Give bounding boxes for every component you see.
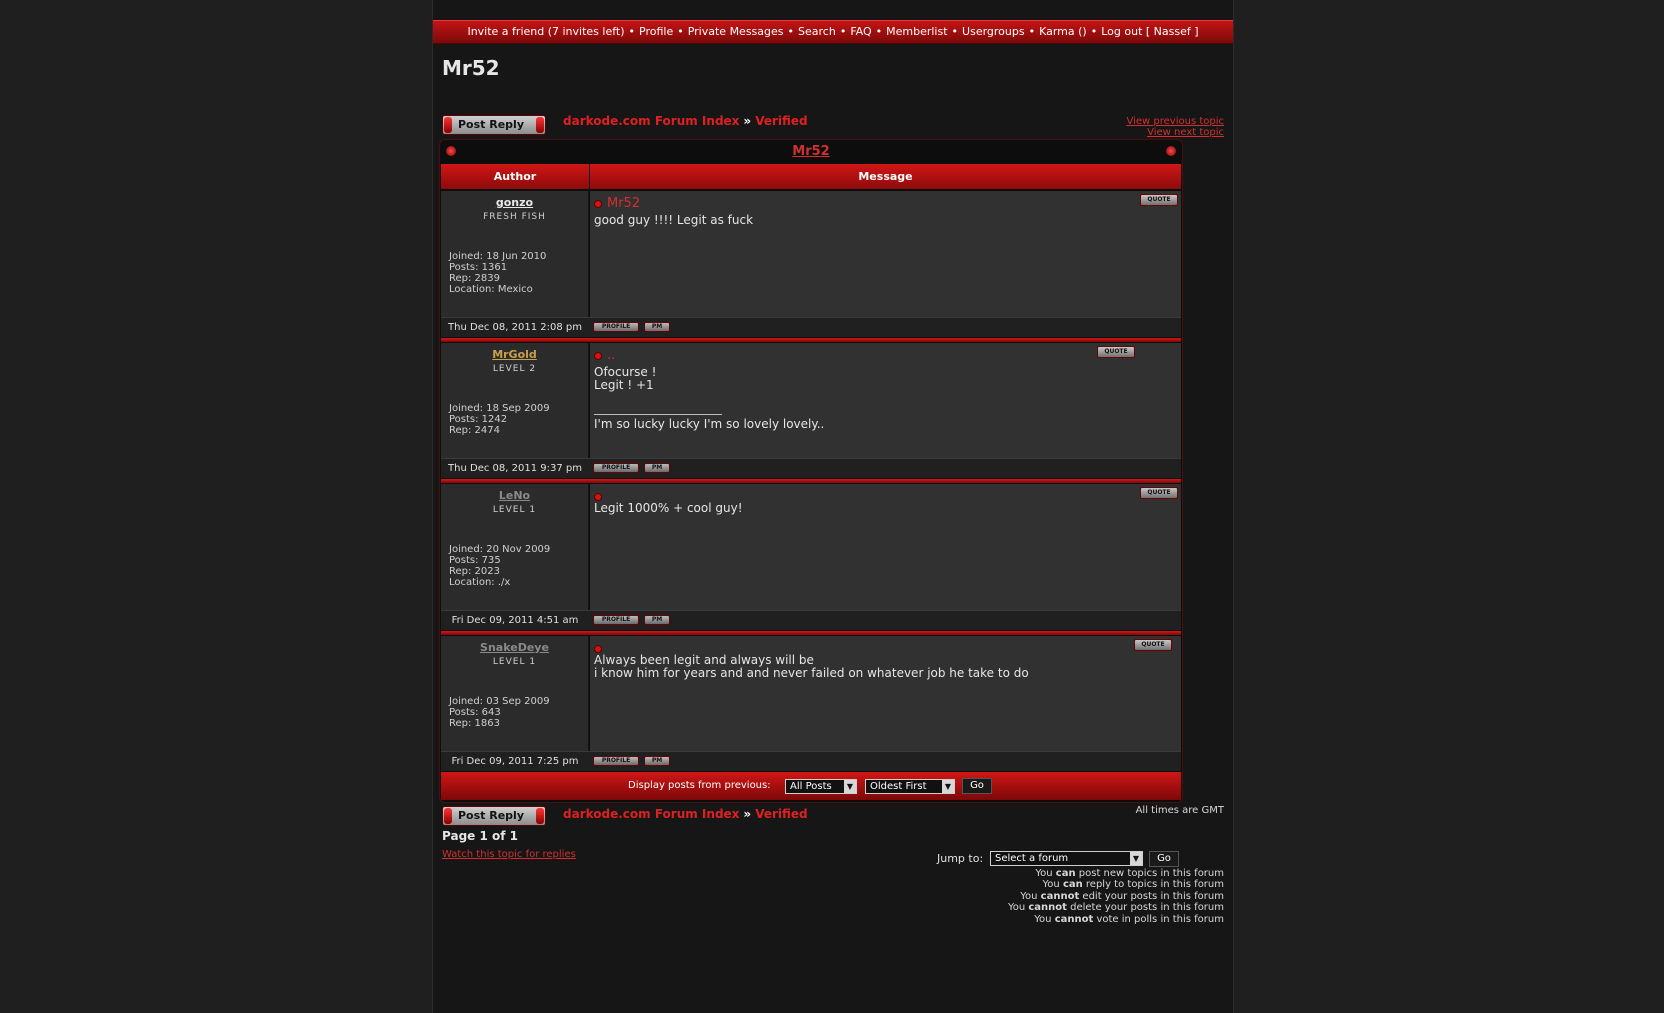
author-rank: FRESH FISH [483,212,546,222]
author-rep: Rep: 1863 [449,718,500,729]
post-body-cell [590,636,1181,751]
author-rep: Rep: 2474 [449,425,500,436]
post-author-cell [441,484,589,610]
nav-private-messages[interactable]: Private Messages [687,25,784,38]
author-name-link[interactable]: MrGold [492,348,537,361]
quote-button[interactable]: QUOTE [1097,346,1135,358]
permission-value: cannot [1040,890,1080,902]
permission-suffix: reply to topics in this forum [1082,879,1224,891]
permission-prefix: You [1035,868,1056,879]
author-rank: LEVEL 1 [492,505,537,515]
jump-to-value: Select a forum [995,853,1069,864]
author-joined: Joined: 18 Sep 2009 [449,403,550,414]
author-stats [449,251,546,295]
permission-line [1008,902,1224,913]
post-separator [441,631,1181,635]
profile-button[interactable]: PROFILE [593,322,639,332]
post-body-cell [590,343,1181,458]
permission-line [1008,914,1224,925]
nav-usergroups[interactable]: Usergroups [962,25,1025,38]
author-joined: Joined: 20 Nov 2009 [449,544,551,555]
author-name-link[interactable]: gonzo [495,196,534,209]
permission-prefix: You [1042,879,1063,891]
post-separator [441,479,1181,483]
post-subject-text: Mr52 [607,196,641,211]
author-stats [449,544,550,588]
view-next-topic-link[interactable]: View next topic [1147,127,1224,138]
post-footer-row [441,751,1181,771]
profile-button[interactable]: PROFILE [593,615,639,625]
author-rank: LEVEL 2 [492,364,537,374]
author-post-count: Posts: 1361 [449,262,508,273]
pm-button[interactable]: PM [644,756,670,766]
author-post-count: Posts: 735 [449,555,501,566]
sort-order-value: Oldest First [870,781,927,792]
post-icon [595,353,601,359]
display-options-bar [441,772,1181,800]
nav-karma[interactable]: Karma () [1039,25,1087,38]
pagination: Page 1 of 1 [442,829,518,843]
post-footer-row [441,317,1181,337]
post-date: Fri Dec 09, 2011 4:51 am [451,615,579,626]
view-previous-topic-link[interactable]: View previous topic [1126,116,1224,127]
display-posts-select[interactable] [785,779,857,794]
topic-navigation-links [1126,116,1224,138]
breadcrumb-separator: » [743,114,752,128]
post-body-cell [590,484,1181,610]
profile-button[interactable]: PROFILE [593,756,639,766]
author-name-link[interactable]: LeNo [498,489,531,502]
permission-line [1008,868,1224,879]
pm-button[interactable]: PM [644,322,670,332]
breadcrumb-bottom [563,807,808,821]
nav-profile[interactable]: Profile [639,25,674,38]
post-line: Legit 1000% + cool guy! [594,501,743,515]
chevron-down-icon: ▼ [942,780,954,793]
nav-separator: • [677,25,684,38]
post-separator [441,338,1181,342]
permission-suffix: post new topics in this forum [1075,868,1224,879]
permission-line [1008,879,1224,890]
post-footer-row [441,458,1181,478]
post-line: Ofocurse ! [594,365,657,379]
permission-suffix: delete your posts in this forum [1066,902,1224,914]
permission-prefix: You [1007,902,1029,914]
breadcrumb-index-link[interactable]: darkode.com Forum Index [563,114,740,128]
chevron-down-icon: ▼ [844,780,856,793]
author-joined: Joined: 18 Jun 2010 [449,251,547,262]
author-name-link[interactable]: SnakeDeye [480,641,549,654]
author-rep: Rep: 2839 [449,273,500,284]
post-line: good guy !!!! Legit as fuck [594,213,754,227]
post-message [594,214,753,227]
nav-separator: • [1090,25,1098,38]
nav-faq[interactable]: FAQ [850,25,872,38]
post-subject [595,196,640,211]
post-reply-button-bottom[interactable]: Post Reply [442,806,546,826]
header-right-dot-icon [1166,146,1176,156]
post-line: Always been legit and always will be [594,653,814,667]
quote-button[interactable]: QUOTE [1140,194,1178,206]
nav-separator: • [628,25,636,38]
page-title: Mr52 [442,56,500,80]
nav-separator: • [787,25,795,38]
post-subject-text: .. [607,348,616,363]
quote-button[interactable]: QUOTE [1140,487,1178,499]
breadcrumb-forum-link[interactable]: Verified [755,807,808,821]
nav-search[interactable]: Search [798,25,836,38]
author-rank: LEVEL 1 [492,657,537,667]
topic-table-title-link[interactable]: Mr52 [792,144,830,159]
watch-topic-link[interactable]: Watch this topic for replies [442,849,576,860]
sort-order-select[interactable] [865,779,955,794]
page-container [432,0,1234,1013]
permission-value: cannot [1028,902,1067,914]
pm-button[interactable]: PM [644,615,670,625]
nav-logout[interactable]: Log out [ Nassef ] [1101,25,1199,38]
post-message [594,366,656,392]
post-icon [595,201,601,207]
display-posts-label: Display posts from previous: [628,780,771,791]
post-date: Thu Dec 08, 2011 9:37 pm [448,463,582,474]
permission-line [1008,891,1224,902]
timezone-note: All times are GMT [1135,805,1224,816]
post-reply-button[interactable]: Post Reply [442,115,546,135]
permission-value: can [1055,868,1076,879]
nav-invite[interactable]: Invite a friend (7 invites left) [467,25,625,38]
topic-table [439,139,1183,803]
display-go-button[interactable]: Go [962,778,992,794]
nav-separator: • [839,25,847,38]
forum-permissions [1008,868,1224,925]
author-stats [449,403,550,436]
breadcrumb-separator: » [743,807,752,821]
nav-memberlist[interactable]: Memberlist [886,25,948,38]
column-header-author: Author [441,164,589,189]
post-author-cell [441,191,589,317]
chevron-down-icon: ▼ [1130,852,1142,865]
pm-button[interactable]: PM [644,463,670,473]
post-line: i know him for years and and never failed on whatever job he take to do [594,666,1029,680]
permission-suffix: vote in polls in this forum [1093,913,1224,925]
author-stats [449,696,550,729]
column-header-message: Message [590,164,1181,189]
post-line: Legit ! +1 [594,378,654,392]
permission-value: cannot [1054,913,1094,925]
jump-go-button[interactable]: Go [1149,851,1179,867]
breadcrumb-index-link[interactable]: darkode.com Forum Index [563,807,740,821]
permission-prefix: You [1034,913,1055,925]
post-footer-row [441,610,1181,630]
nav-separator: • [951,25,959,38]
author-post-count: Posts: 1242 [449,414,508,425]
header-left-dot-icon [446,146,456,156]
post-icon [595,494,601,500]
post-subject [595,348,615,363]
post-message [594,654,1029,680]
permission-suffix: edit your posts in this forum [1079,890,1224,902]
author-location: Location: Mexico [449,284,533,295]
author-joined: Joined: 03 Sep 2009 [449,696,550,707]
display-posts-value: All Posts [790,781,832,792]
post-body-cell [590,191,1181,317]
post-signature: I'm so lucky lucky I'm so lovely lovely.. [594,417,825,431]
author-post-count: Posts: 643 [449,707,501,718]
breadcrumb [563,114,808,128]
author-location: Location: ./x [449,577,511,588]
post-date: Fri Dec 09, 2011 7:25 pm [451,756,579,767]
quote-button[interactable]: QUOTE [1134,639,1172,651]
post-date: Thu Dec 08, 2011 2:08 pm [448,322,582,333]
post-icon [595,646,601,652]
nav-separator: • [875,25,883,38]
topic-table-header [440,140,1182,164]
profile-button[interactable]: PROFILE [593,463,639,473]
top-navigation [433,20,1233,44]
post-message [594,502,743,515]
permission-value: can [1062,879,1083,891]
signature-divider [594,414,722,415]
permission-prefix: You [1020,890,1041,902]
post-author-cell [441,636,589,751]
post-author-cell [441,343,589,458]
jump-to-label: Jump to: [937,852,984,865]
breadcrumb-forum-link[interactable]: Verified [755,114,808,128]
nav-separator: • [1028,25,1036,38]
jump-to-select[interactable] [990,851,1143,866]
author-rep: Rep: 2023 [449,566,500,577]
